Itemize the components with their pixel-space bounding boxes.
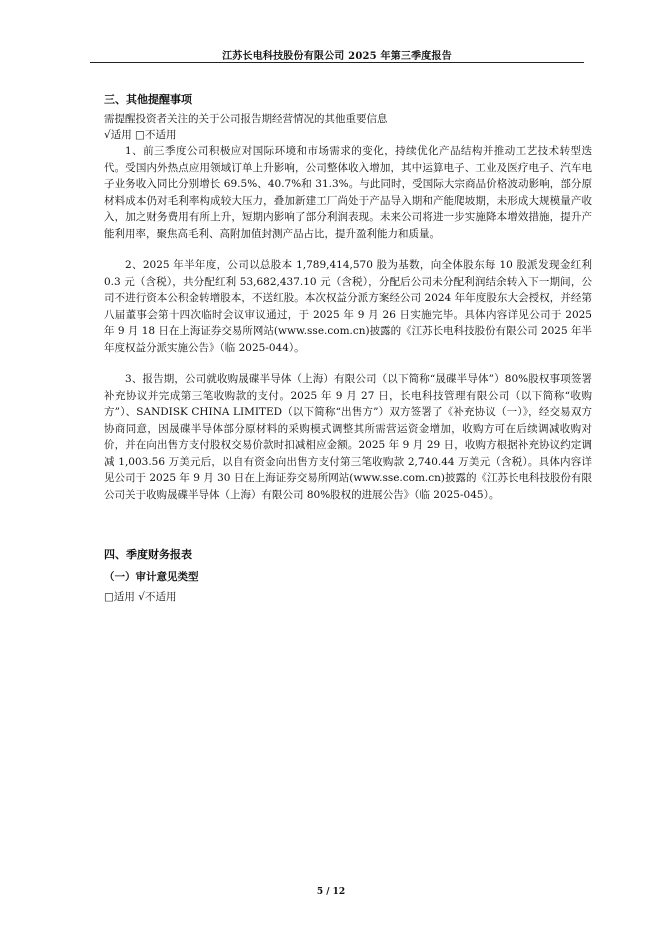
paragraph-3: 3、报告期，公司就收购晟碟半导体（上海）有限公司（以下简称“晟碟半导体”）80%股权事项签署补充协议并完成第三笔收购款的支付。2025 年 9 月 27 日，长电科技管理有限公司（以下简称“收购方”）、SANDISK CHINA LIMITED（以下简称“出售方”）双方签署了《补充协议（一）》，经交易双方协商同意，因晟碟半导体部分原材料的采购模式调整其所需营运资金增加，收购方可在后续调减收购对价，并在向出售方支付股权交易价款时扣减相应金额。2025 年 9 月 29 日，收购方根据补充协议约定调减 1,003.56 万美元后，以自有资金向出售方支付第三笔收购款 2,740.44 万美元（含税）。具体内容详见公司于 2025 年 9 月 30 日在上海证券交易所网站(www.sse.com.cn)披露的《江苏长电科技股份有限公司关于收购晟碟半导体（上海）有限公司 80%股权的进展公告》（临 2025-045）。: [104, 373, 593, 501]
header-divider: [90, 62, 584, 63]
section-title-financial-statements: 四、季度财务报表: [104, 548, 192, 561]
section-intro: 需提醒投资者关注的关于公司报告期经营情况的其他重要信息: [104, 113, 388, 125]
section-title-other-reminders: 三、其他提醒事项: [104, 93, 192, 106]
subsection-title-audit-opinion: （一）审计意见类型: [104, 571, 199, 583]
page-header: 江苏长电科技股份有限公司 2025 年第三季度报告: [222, 51, 452, 62]
paragraph-1: 1、前三季度公司积极应对国际环境和市场需求的变化，持续优化产品结构并推动工艺技术转型迭代。受国内外热点应用领域订单上升影响，公司整体收入增加，其中运算电子、工业及医疗电子、汽车电子业务收入同比分别增长 69.5%、40.7%和 31.3%。与此同时，受国际大宗商品价格波动影响，部分原材料成本仍对毛利率构成较大压力，叠加新建工厂尚处于产品导入期和产能爬坡期，未形成大规模量产收入，加之财务费用有所上升，短期内影响了部分利润表现。未来公司将进一步实施降本增效措施，提升产能利用率，聚焦高毛利、高附加值封测产品占比，提升盈利能力和质量。: [104, 145, 592, 240]
page-number: 5 / 12: [316, 887, 346, 897]
page-content: [104, 92, 592, 605]
audit-applicability-checkbox-line: □适用 √不适用: [104, 591, 177, 603]
applicability-checkbox-line: √适用 □不适用: [104, 129, 177, 141]
paragraph-2: 2、2025 年半年度，公司以总股本 1,789,414,570 股为基数，向全体股东每 10 股派发现金红利 0.3 元（含税），共分配红利 53,682,437.10 元（含税），分配后公司未分配利润结余转入下一期间，公司不进行资本公积金转增股本，不送红股。本次权益分派方案经公司 2024 年年度股东大会授权，并经第八届董事会第十四次临时会议审议通过，于 2025 年 9 月 26 日实施完毕。具体内容详见公司于 2025 年 9 月 18 日在上海证券交易所网站(www.sse.com.cn)披露的《江苏长电科技股份有限公司 2025 年半年度权益分派实施公告》（临 2025-044）。: [104, 259, 593, 354]
